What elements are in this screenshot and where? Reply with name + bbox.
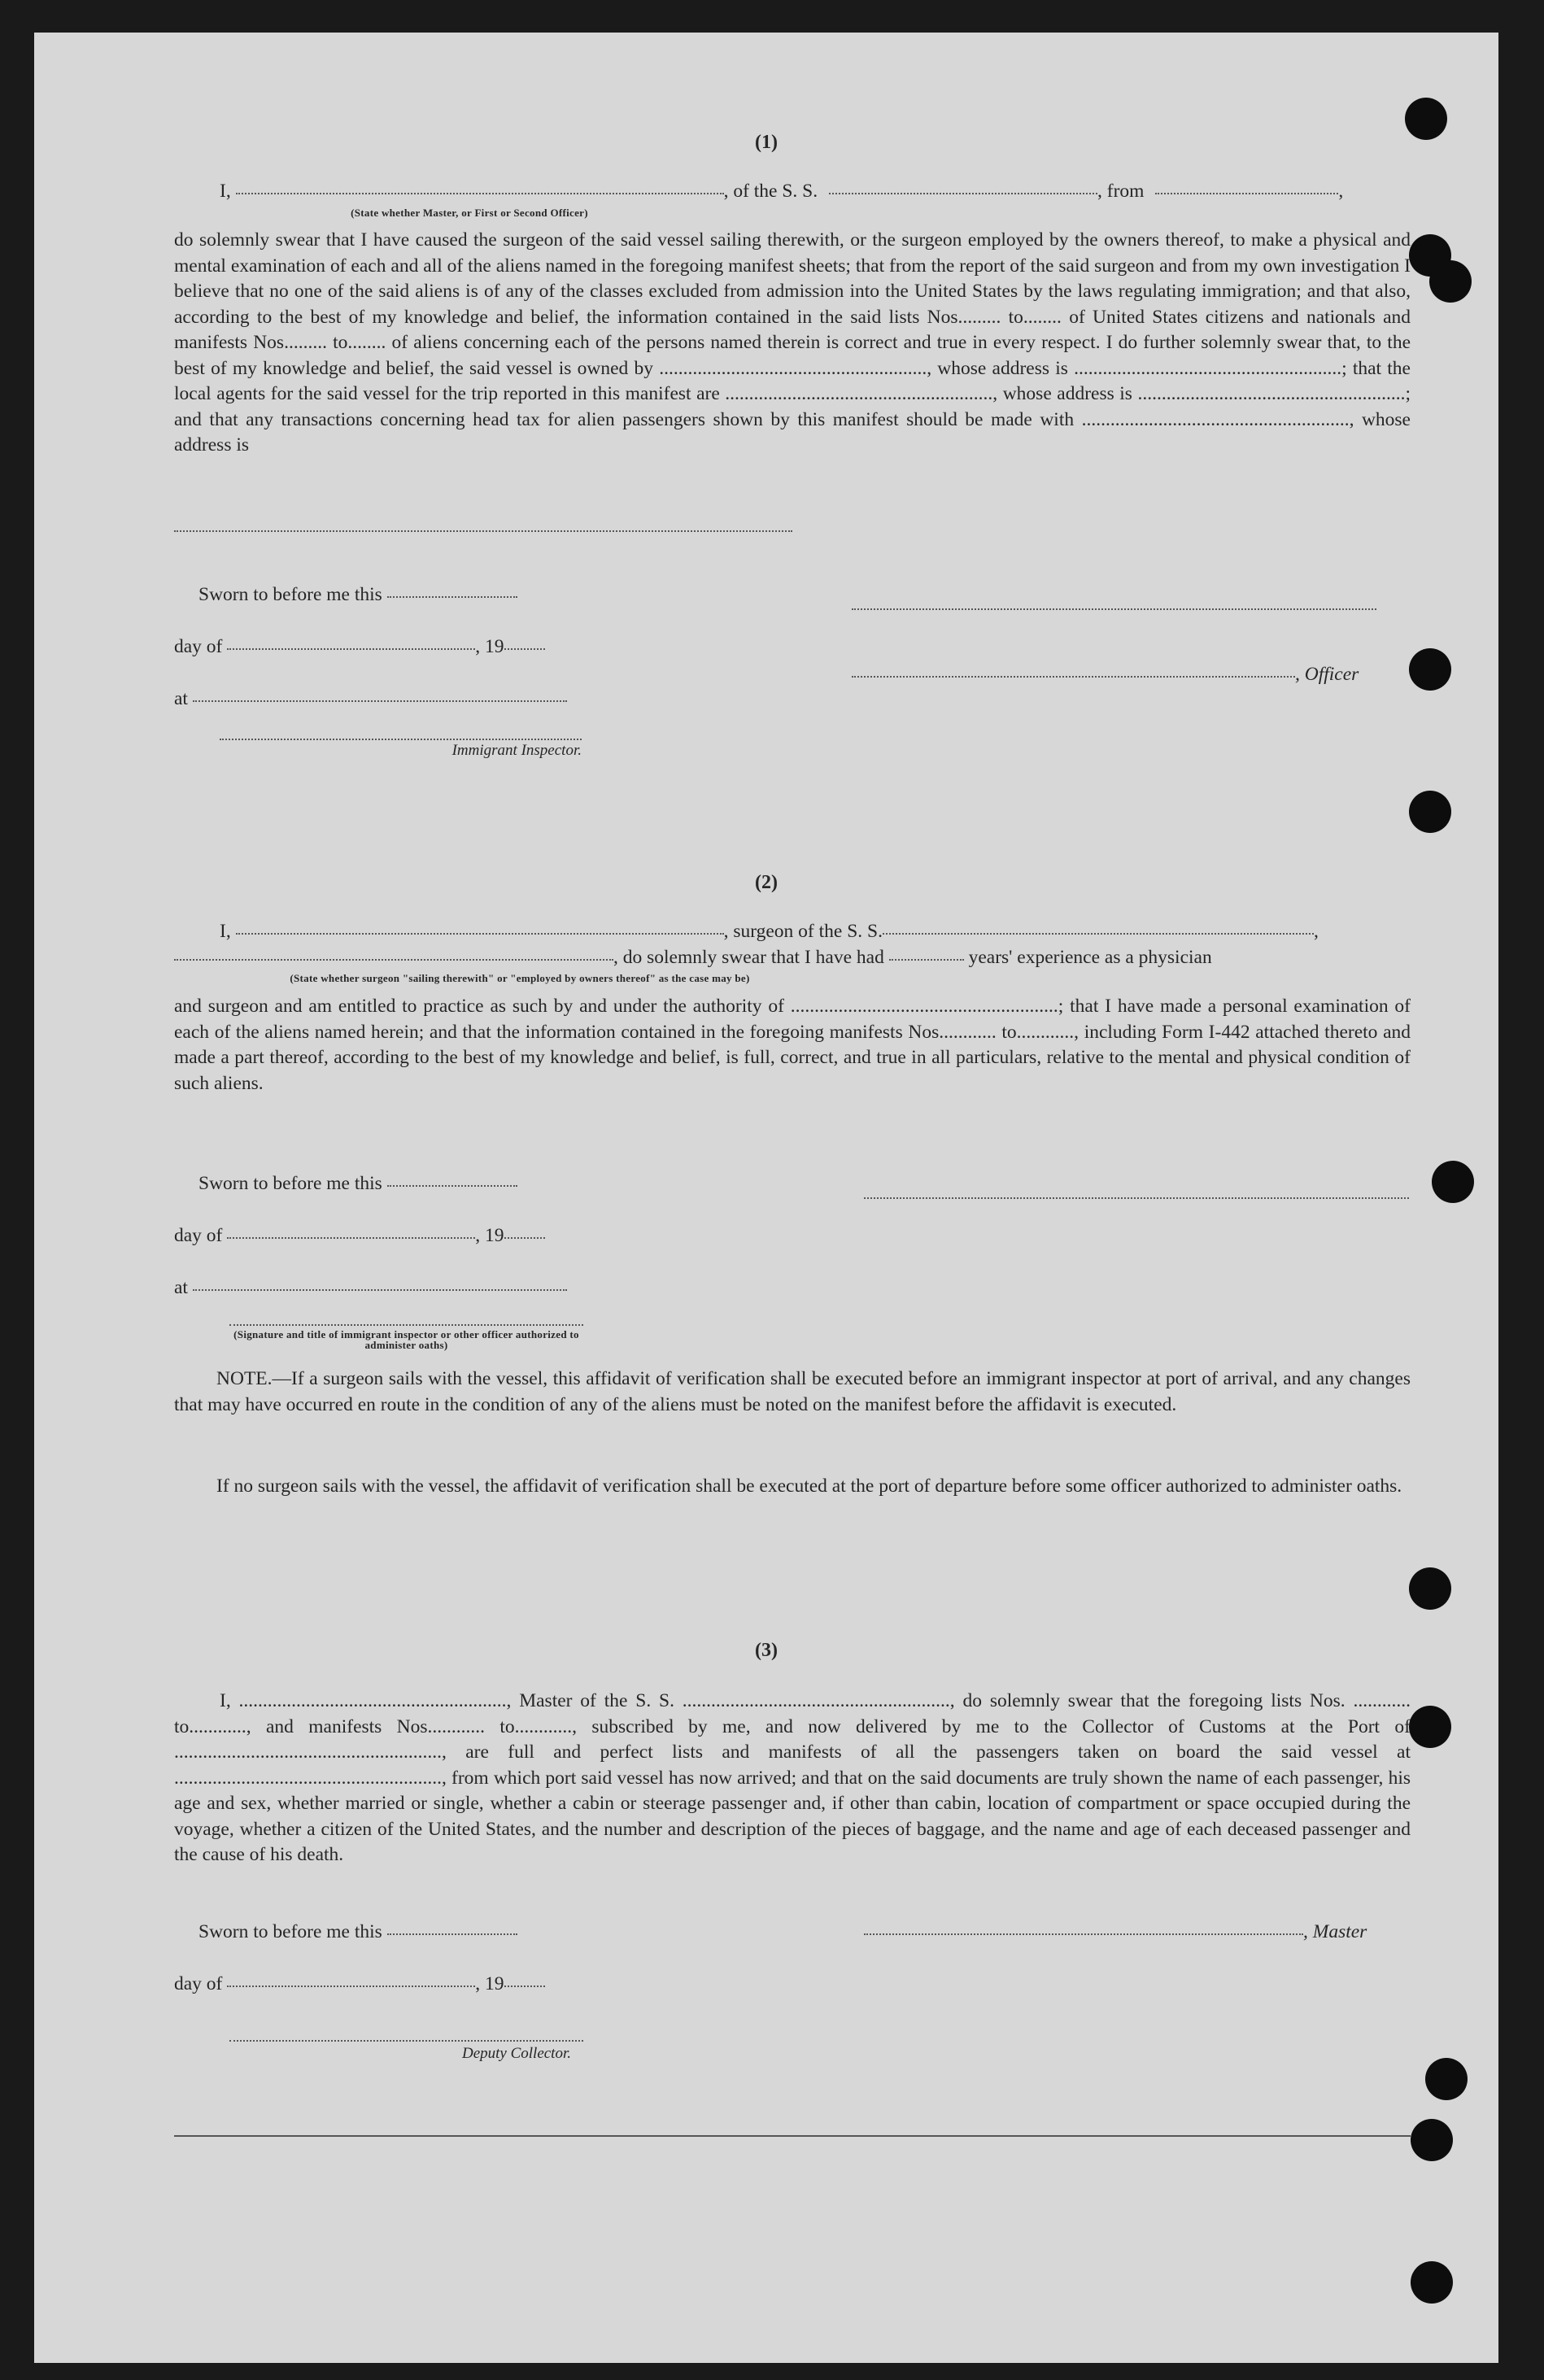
s2-line2 (174, 947, 1212, 969)
s1-day-blank (227, 648, 475, 650)
s1-rank-note: (State whether Master, or First or Second Officer) (351, 207, 588, 219)
s1-sworn-label: Sworn to before me this (198, 584, 382, 605)
s2-year-blank (504, 1237, 545, 1239)
s1-i-label: I, (220, 181, 231, 202)
s2-note-text-2: If no surgeon sails with the vessel, the affidavit of verification shall be executed at the port of departure before some officer authorized to administer oaths. (216, 1476, 1402, 1497)
s2-surgeon-type-blank (174, 959, 613, 961)
s1-sworn-blank (387, 596, 517, 598)
s3-day-row (174, 1973, 545, 1995)
s3-year-blank (504, 1986, 545, 1987)
s1-day-label: day of (174, 636, 223, 657)
s3-sworn-blank (387, 1933, 517, 1935)
s1-day-row (174, 636, 545, 658)
s2-years-blank (889, 959, 964, 961)
s3-body-text: I, ........................................................, Master of the S. S. ........................................................, do solemnly swear that the foregoing lists Nos. ............ to............, and manifests Nos............ to............, subscribed by me, and now delivered by me to the Collector of Customs at the Port of ........................................................, are full and perfect lists and manifests of all the passengers taken on board the said vessel at ........................................................, from which port said vessel has now arrived; and that on the said documents are truly shown the name of each passenger, his age and sex, whether married or single, whether a cabin or steerage passenger and, if other than cabin, location of compartment or space occupied during the voyage, whether a citizen of the United States, and the number and description of the pieces of baggage, and the name and age of each deceased passenger and the cause of his death. (174, 1690, 1411, 1865)
s2-sworn-label: Sworn to before me this (198, 1173, 382, 1194)
s1-from-label: , from (1097, 181, 1145, 202)
s1-of-ss-label: , of the S. S. (723, 181, 818, 202)
s2-at-label: at (174, 1277, 188, 1298)
s2-surgeon-signature-line (864, 1197, 1409, 1199)
s1-at-row (174, 688, 567, 710)
s1-inspector-signature-line (220, 739, 582, 740)
s3-sworn-row (198, 1921, 517, 1943)
s3-collector-signature-line (229, 2040, 583, 2042)
s1-officer-label: , Officer (1295, 664, 1359, 685)
s1-at-label: at (174, 688, 188, 709)
s2-vessel-blank (883, 933, 1314, 935)
punch-hole-5 (1409, 791, 1451, 833)
s2-surgeon-label: , surgeon of the S. S. (723, 921, 883, 942)
section-2-number: (2) (755, 872, 778, 893)
s1-inspector-caption: Immigrant Inspector. (451, 742, 582, 759)
s2-day-label: day of (174, 1225, 223, 1246)
s2-type-note: (State whether surgeon "sailing therewith" or "employed by owners thereof" as the case may be) (290, 972, 750, 984)
s1-sworn-row (198, 584, 517, 606)
s2-note-text-1: —If a surgeon sails with the vessel, this affidavit of verification shall be executed before an immigrant inspector at port of arrival, and any changes that may have occurred en route in the condition of any of the aliens must be noted on the manifest before the affidavit is executed. (174, 1368, 1411, 1415)
s2-sworn-blank (387, 1185, 517, 1187)
s2-sworn-row (198, 1173, 517, 1195)
s1-officer-signature-line-top (852, 608, 1376, 610)
s1-body-text: do solemnly swear that I have caused the surgeon of the said vessel sailing therewith, or the surgeon employed by the owners thereof, to make a physical and mental examination of each and all of the aliens named in the foregoing manifest sheets; that from the report of the said surgeon and from my own investigation I believe that no one of the said aliens is of any of the classes excluded from admission into the United States by the laws regulating immigration; and that also, according to the best of my knowledge and belief, the information contained in the said lists Nos......... to........ of United States citizens and nationals and manifests Nos......... to........ of aliens concerning each of the persons named therein is correct and true in every respect. I do further solemnly swear that, to the best of my knowledge and belief, the said vessel is owned by ........................................................, whose address is ........................................................; that the local agents for the said vessel for the trip reported in this manifest are ........................................................, whose address is ........................................................; and that any transactions concerning head tax for alien passengers shown by this manifest should be made with ........................................................, whose address is (174, 229, 1411, 456)
s3-master-row (864, 1921, 1367, 1943)
s1-officer-row (852, 664, 1359, 686)
punch-hole-8 (1409, 1706, 1451, 1748)
s3-day-blank (227, 1986, 475, 1987)
s2-line1: I, , surgeon of the S. S. , (220, 921, 1319, 942)
punch-hole-10 (1411, 2119, 1453, 2161)
s1-line1: I, , of the S. S. , from , (220, 181, 1344, 202)
punch-hole-4 (1409, 648, 1451, 691)
s3-sworn-label: Sworn to before me this (198, 1921, 382, 1942)
s2-year-label: , 19 (475, 1225, 504, 1246)
section-3-number: (3) (755, 1640, 778, 1661)
s2-at-row (174, 1277, 567, 1299)
s1-address-blank (174, 530, 792, 532)
s2-swear-label: , do solemnly swear that I have had (613, 947, 884, 968)
punch-hole-11 (1411, 2261, 1453, 2304)
s3-day-label: day of (174, 1973, 223, 1994)
s1-from-blank (1155, 193, 1338, 194)
s2-officer-signature-line (229, 1324, 583, 1326)
section-1-number: (1) (755, 132, 778, 153)
punch-hole-6 (1432, 1161, 1474, 1203)
s2-note-paragraph (174, 1367, 1411, 1418)
s2-note-label: NOTE. (216, 1368, 273, 1389)
s1-year-label: , 19 (475, 636, 504, 657)
s2-body-text: and surgeon and am entitled to practice as such by and under the authority of ........................................................; that I have made a personal examination of each of the aliens named herein; and that the information contained in the foregoing manifests Nos............ to............, including Form I-442 attached thereto and made a part thereof, according to the best of my knowledge and belief, is full, correct, and true in all particulars, relative to the mental and physical condition of such aliens. (174, 996, 1411, 1094)
s3-master-label: , Master (1303, 1921, 1367, 1942)
s1-vessel-blank (829, 193, 1097, 194)
s2-i-label: I, (220, 921, 231, 942)
punch-hole-9 (1425, 2058, 1468, 2100)
s3-collector-caption: Deputy Collector. (461, 2045, 571, 2062)
s3-year-label: , 19 (475, 1973, 504, 1994)
s1-year-blank (504, 648, 545, 650)
s1-at-blank (193, 700, 567, 702)
s1-officer-signature-line (852, 676, 1295, 678)
s2-day-blank (227, 1237, 475, 1239)
s1-officer-rank-blank (236, 193, 724, 194)
bottom-rule (174, 2135, 1411, 2137)
s2-years-label: years' experience as a physician (968, 947, 1212, 968)
s3-master-signature-line (864, 1933, 1303, 1935)
punch-hole-3 (1429, 260, 1472, 303)
manifest-page (34, 33, 1498, 2363)
s2-signature-note: (Signature and title of immigrant inspector or other officer authorized to administer oaths) (233, 1328, 579, 1351)
s2-at-blank (193, 1289, 567, 1291)
s2-day-row (174, 1225, 545, 1247)
s2-name-blank (236, 933, 724, 935)
punch-hole-7 (1409, 1567, 1451, 1610)
